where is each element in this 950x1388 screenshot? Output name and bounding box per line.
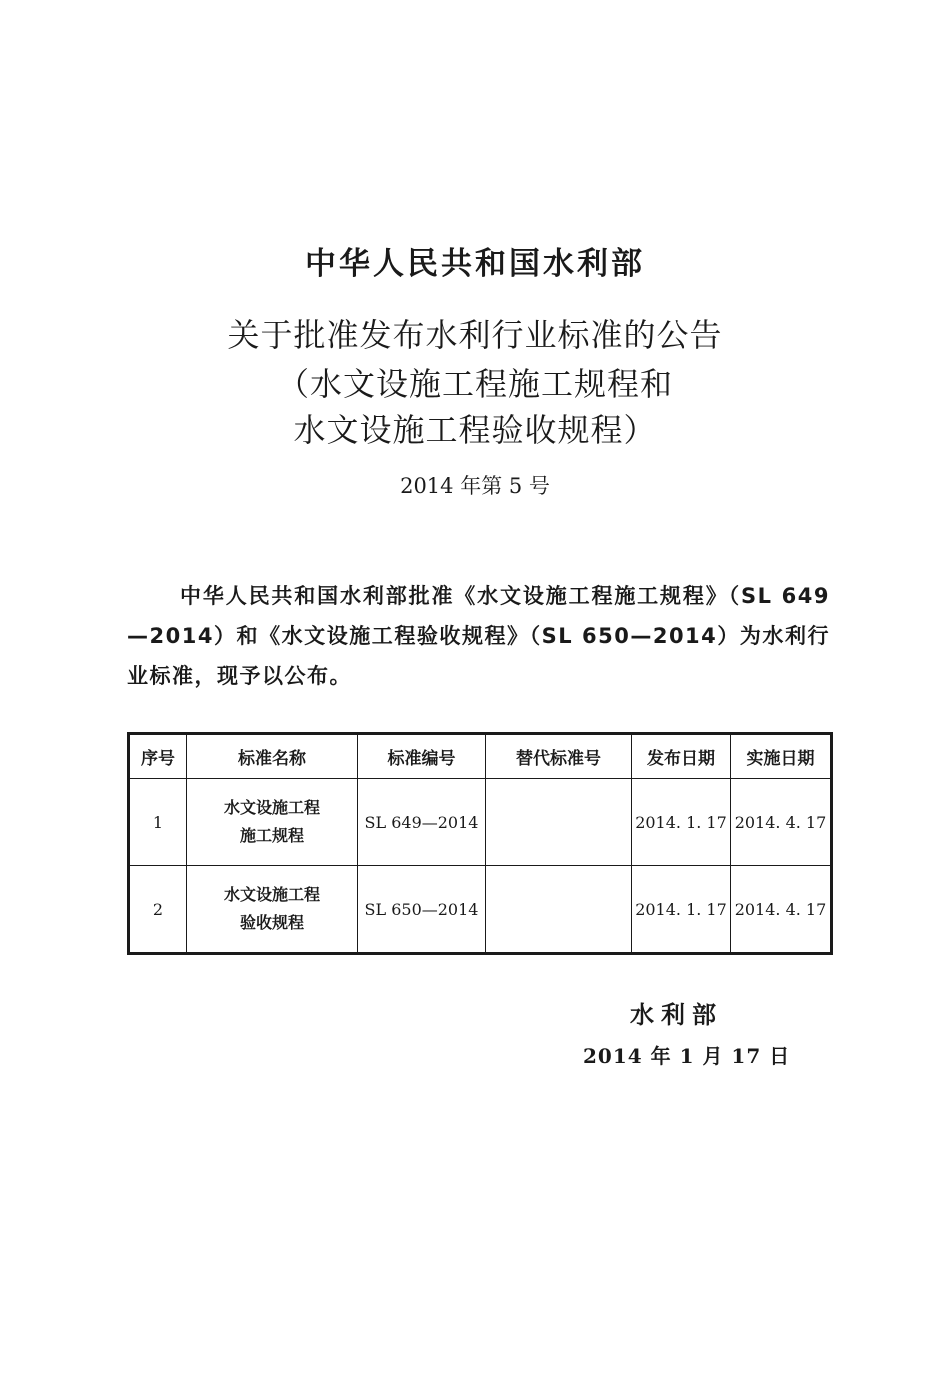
cell-standard-code: SL 650—2014: [358, 866, 486, 954]
document-number: 2014 年第 5 号: [400, 474, 550, 498]
cell-publish-date: 2014. 1. 17: [632, 779, 731, 866]
header-replaced-code: 替代标准号: [486, 734, 632, 779]
cell-publish-date: 2014. 1. 17: [632, 866, 731, 954]
cell-serial: 1: [129, 779, 187, 866]
header-standard-name: 标准名称: [187, 734, 358, 779]
issuer-signature: 水利部: [630, 1001, 723, 1029]
standards-table: [127, 732, 833, 955]
cell-effective-date: 2014. 4. 17: [731, 866, 832, 954]
standard-name-line-2: 验收规程: [239, 913, 304, 932]
cell-standard-code: SL 649—2014: [358, 779, 486, 866]
cell-serial: 2: [129, 866, 187, 954]
issue-date: 2014 年 1 月 17 日: [583, 1044, 791, 1068]
cell-standard-name: [187, 779, 358, 866]
standard-name-line-1: 水文设施工程: [223, 885, 320, 904]
standard-name-line-1: 水文设施工程: [223, 798, 320, 817]
standard-name-line-2: 施工规程: [239, 826, 304, 845]
header-standard-code: 标准编号: [358, 734, 486, 779]
table-row: [129, 866, 832, 954]
announcement-paragraph: 中华人民共和国水利部批准《水文设施工程施工规程》（SL 649—2014）和《水文设施工程验收规程》（SL 650—2014）为水利行业标准，现予以公布。: [127, 584, 830, 688]
header-serial: 序号: [129, 734, 187, 779]
cell-standard-name: [187, 866, 358, 954]
header-publish-date: 发布日期: [632, 734, 731, 779]
announcement-title-line-1: 关于批准发布水利行业标准的公告: [227, 316, 723, 354]
issuing-ministry: 中华人民共和国水利部: [305, 246, 645, 282]
cell-replaced-code: [486, 866, 632, 954]
header-effective-date: 实施日期: [731, 734, 832, 779]
announcement-title-line-3: 水文设施工程验收规程）: [293, 411, 657, 449]
cell-replaced-code: [486, 779, 632, 866]
cell-effective-date: 2014. 4. 17: [731, 779, 832, 866]
table-row: [129, 779, 832, 866]
announcement-title-line-2: （水文设施工程施工规程和: [276, 365, 673, 403]
table-header-row: [129, 734, 832, 779]
